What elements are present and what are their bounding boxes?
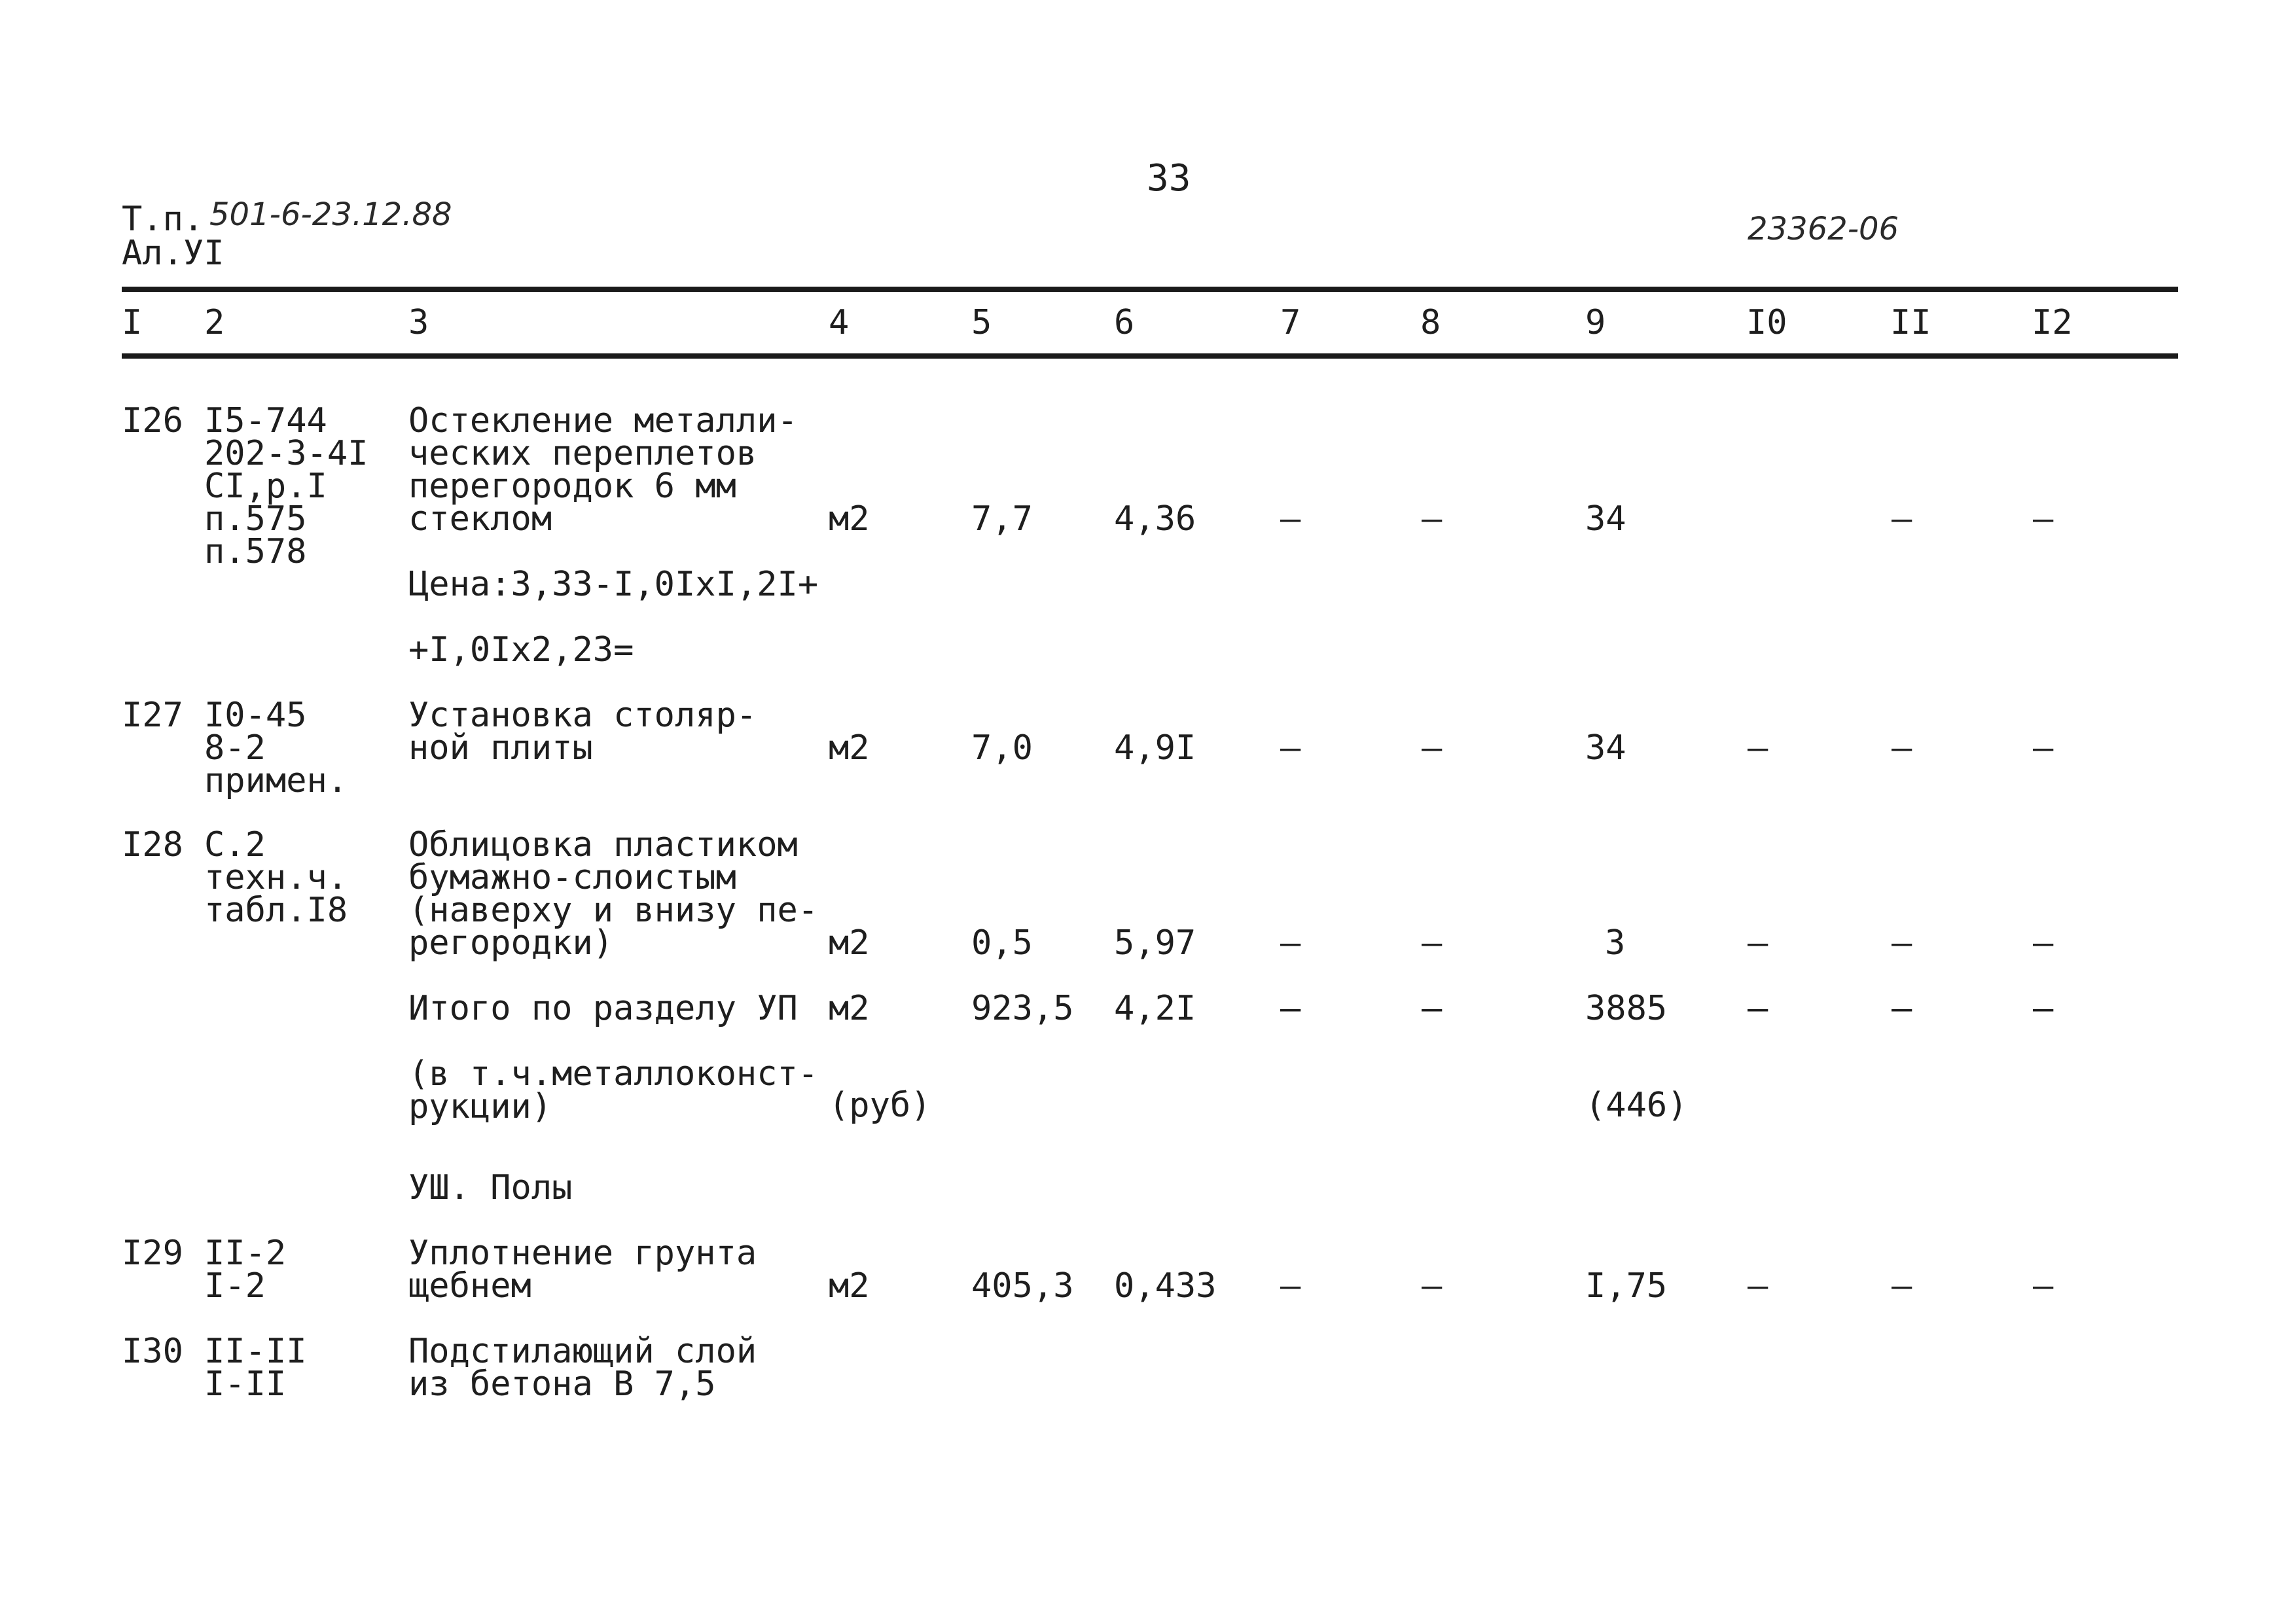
row-col10: –	[1748, 728, 1768, 768]
total-col7: –	[1280, 989, 1301, 1028]
total-quantity: 923,5	[971, 989, 1074, 1028]
row-col9: I,75	[1585, 1266, 1668, 1306]
row-reference: С.2 техн.ч. табл.I8	[204, 825, 348, 930]
row-price-note-1: Цена:3,33-I,0IхI,2I+	[408, 565, 819, 604]
row-col10: –	[1748, 1266, 1768, 1306]
row-description: Подстилающий слой из бетона В 7,5	[408, 1332, 757, 1404]
row-price: 5,97	[1114, 923, 1196, 963]
row-unit: м2	[829, 923, 870, 963]
row-col11: –	[1892, 728, 1912, 768]
row-col8: –	[1422, 1266, 1443, 1306]
row-number: I30	[122, 1332, 183, 1371]
col-header-2: 2	[204, 303, 225, 342]
total-col10: –	[1748, 989, 1768, 1028]
row-col9: 34	[1585, 499, 1626, 539]
row-description: Уплотнение грунта щебнем	[408, 1234, 757, 1306]
row-col8: –	[1422, 728, 1443, 768]
row-quantity: 7,7	[971, 499, 1033, 539]
total-col8: –	[1422, 989, 1443, 1028]
subtotal-label: (в т.ч.металлоконст- рукции)	[408, 1054, 819, 1126]
subtotal-col9: (446)	[1585, 1086, 1688, 1125]
col-header-7: 7	[1280, 303, 1301, 342]
row-col11: –	[1892, 1266, 1912, 1306]
row-col10: –	[1748, 923, 1768, 963]
row-col11: –	[1892, 499, 1912, 539]
col-header-6: 6	[1114, 303, 1135, 342]
row-description: Остекление металли- ческих переплетов перегородок 6 мм стеклом	[408, 401, 798, 539]
row-col12: –	[2033, 1266, 2054, 1306]
row-col12: –	[2033, 499, 2054, 539]
section-heading: УШ. Полы	[408, 1168, 573, 1207]
album-label: Ал.УI	[122, 234, 224, 273]
col-header-8: 8	[1420, 303, 1441, 342]
header-top-rule	[122, 287, 2178, 292]
row-unit: м2	[829, 499, 870, 539]
col-header-11: II	[1890, 303, 1931, 342]
row-number: I27	[122, 696, 183, 735]
total-col11: –	[1892, 989, 1912, 1028]
row-col12: –	[2033, 923, 2054, 963]
row-col7: –	[1280, 499, 1301, 539]
row-number: I26	[122, 401, 183, 440]
row-col7: –	[1280, 923, 1301, 963]
row-col7: –	[1280, 728, 1301, 768]
row-number: I29	[122, 1234, 183, 1273]
doc-code-handwritten: 501-6-23.12.88	[209, 196, 452, 233]
row-reference: II-2 I-2	[204, 1234, 287, 1306]
row-reference: I0-45 8-2 примен.	[204, 696, 348, 800]
row-col9: 34	[1585, 728, 1626, 768]
row-price: 4,9I	[1114, 728, 1196, 768]
col-header-9: 9	[1585, 303, 1606, 342]
row-reference: II-II I-II	[204, 1332, 307, 1404]
total-unit: м2	[829, 989, 870, 1028]
col-header-4: 4	[829, 303, 850, 342]
row-description: Облицовка пластиком бумажно-слоистым (наверху и внизу пе- регородки)	[408, 825, 819, 963]
row-price-note-2: +I,0Iх2,23=	[408, 630, 634, 669]
total-label: Итого по разделу УП	[408, 989, 798, 1028]
row-unit: м2	[829, 1266, 870, 1306]
row-price: 0,433	[1114, 1266, 1217, 1306]
total-col12: –	[2033, 989, 2054, 1028]
row-quantity: 7,0	[971, 728, 1033, 768]
subtotal-unit: (руб)	[829, 1086, 931, 1125]
doc-code-prefix: Т.п.	[122, 200, 204, 239]
total-col9: 3885	[1585, 989, 1668, 1028]
page-number: 33	[1147, 157, 1191, 200]
total-price: 4,2I	[1114, 989, 1196, 1028]
row-unit: м2	[829, 728, 870, 768]
col-header-12: I2	[2032, 303, 2073, 342]
col-header-10: I0	[1746, 303, 1787, 342]
row-quantity: 0,5	[971, 923, 1033, 963]
col-header-3: 3	[408, 303, 429, 342]
row-reference: I5-744 202-3-4I CI,р.I п.575 п.578	[204, 401, 368, 571]
row-col12: –	[2033, 728, 2054, 768]
row-col11: –	[1892, 923, 1912, 963]
row-col9: 3	[1605, 923, 1626, 963]
row-quantity: 405,3	[971, 1266, 1074, 1306]
row-col7: –	[1280, 1266, 1301, 1306]
col-header-1: I	[122, 303, 143, 342]
stamp-number: 23362-06	[1748, 211, 1899, 247]
row-price: 4,36	[1114, 499, 1196, 539]
col-header-5: 5	[971, 303, 992, 342]
row-col8: –	[1422, 499, 1443, 539]
row-col8: –	[1422, 923, 1443, 963]
header-bottom-rule	[122, 353, 2178, 359]
row-description: Установка столяр- ной плиты	[408, 696, 757, 768]
row-number: I28	[122, 825, 183, 865]
